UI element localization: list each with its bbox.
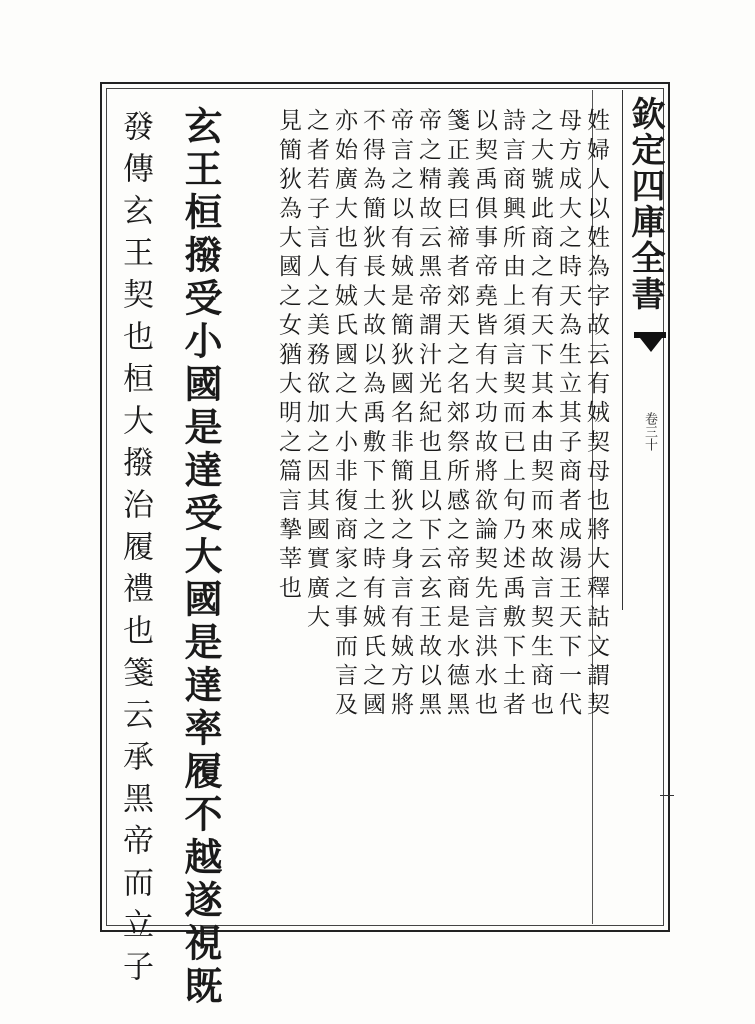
text-column-9: 不得為簡狄長大故以為禹敷下土之時有娀氏之國 [359,108,385,722]
text-column-4: 詩言商興所由上須言契而已上句乃述禹敷下土者 [499,108,525,722]
text-column-8: 帝言之以有娀是簡狄國名非簡狄之身言有娀方將 [387,108,413,722]
text-column-7: 帝之精故云黑帝謂汁光紀也且以下云玄王故以黑 [415,108,441,722]
commentary-column: 發傳玄王契也桓大撥治履禮也箋云承黑帝而立子 [117,110,153,992]
fish-tail-mark [640,338,662,352]
volume-label: 卷三十 [642,412,657,451]
text-column-11: 之者若子言人之美務欲加之因其國實廣大 [303,108,329,634]
text-column-6: 箋正義曰禘者郊天之名郊祭所感之帝商是水德黑 [443,108,469,722]
main-text-column: 玄王桓撥受小國是達受大國是達率履不越遂視既 [178,106,223,1009]
text-column-10: 亦始廣大也有娀氏國之大小非復商家之事而言及 [331,108,357,722]
book-title: 欽定四庫全書 [625,96,665,312]
text-column-1: 姓婦人以姓為字故云有娀契母也將大釋詁文謂契 [583,108,609,722]
text-column-2: 母方成大之時天為生立其子商者成湯王天下一代 [555,108,581,722]
text-column-3: 之大號此商之有天下其本由契而來故言契生商也 [527,108,553,722]
text-column-5: 以契禹俱事帝堯皆有大功故將欲論契先言洪水也 [471,108,497,722]
side-tick [660,795,674,796]
text-column-12: 見簡狄為大國之女猶大明之篇言摯莘也 [275,108,301,605]
